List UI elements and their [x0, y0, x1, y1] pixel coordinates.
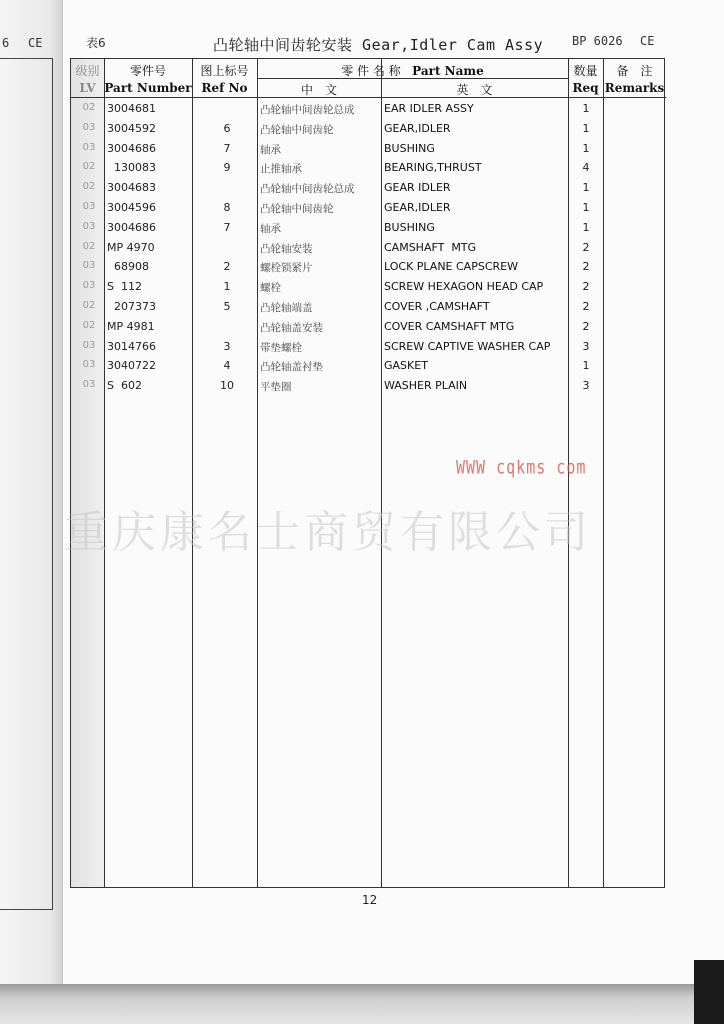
row-quantity: 3	[582, 339, 590, 353]
header-remarks-cn: 备 注	[616, 64, 653, 78]
scanner-bed-edge	[0, 984, 724, 1024]
row-level: 03	[82, 220, 96, 232]
row-name-english: SCREW HEXAGON HEAD CAP	[384, 280, 544, 294]
row-name-english: CAMSHAFT MTG	[384, 240, 477, 254]
header-ref-cn: 图上标号	[200, 64, 249, 78]
row-part-number: MP 4981	[107, 319, 155, 333]
row-level: 02	[82, 102, 96, 113]
row-name-english: WASHER PLAIN	[384, 379, 468, 393]
row-name-english: LOCK PLANE CAPSCREW	[384, 260, 518, 274]
row-quantity: 1	[582, 201, 590, 214]
header-english: 英 文	[456, 83, 493, 97]
facing-page-frame	[0, 58, 53, 910]
row-name-english: GEAR,IDLER	[384, 121, 451, 135]
page-number: 12	[362, 893, 378, 907]
row-name-chinese: 凸轮轴中间齿轮	[260, 203, 334, 215]
row-name-chinese: 凸轮轴安装	[260, 242, 313, 255]
header-lv-en: LV	[79, 81, 96, 95]
row-part-number: 3040722	[107, 359, 156, 373]
row-quantity: 2	[582, 240, 590, 254]
header-ref-en: Ref No	[201, 81, 248, 95]
row-name-chinese: 凸轮轴端盖	[260, 302, 313, 314]
row-quantity: 2	[582, 280, 590, 294]
row-level: 03	[82, 359, 96, 371]
facing-page-ce: CE	[28, 36, 43, 50]
row-quantity: 2	[582, 260, 590, 274]
row-name-chinese: 螺栓锁紧片	[260, 262, 313, 275]
header-part-number-cn: 零件号	[129, 64, 166, 78]
table-row	[71, 119, 666, 139]
table-row	[71, 139, 666, 159]
row-part-number: 3004592	[107, 121, 156, 135]
table-row	[71, 376, 666, 396]
row-ref-no: 2	[223, 260, 231, 274]
row-part-number: 3004686	[107, 141, 156, 155]
row-name-chinese: 凸轮轴盖衬垫	[260, 361, 323, 374]
row-part-number: 3004683	[107, 181, 156, 195]
document-code: BP 6026	[572, 34, 623, 48]
row-name-chinese: 凸轮轴中间齿轮	[260, 123, 334, 136]
row-ref-no: 7	[223, 220, 231, 234]
row-name-chinese: 平垫圈	[260, 381, 292, 394]
header-req-en: Req	[572, 81, 599, 95]
title-chinese: 凸轮轴中间齿轮安装	[213, 36, 353, 54]
row-quantity: 1	[582, 220, 590, 234]
row-part-number: 3004681	[107, 102, 156, 115]
watermark-url: WWW cqkms com	[456, 455, 587, 479]
row-name-chinese: 止推轴承	[260, 163, 302, 176]
facing-page-code: 6	[2, 36, 10, 50]
row-level: 03	[82, 141, 96, 153]
row-part-number: 3004686	[107, 220, 156, 234]
row-name-chinese: 凸轮轴中间齿轮总成	[260, 183, 355, 196]
watermark-company: 重庆康名士商贸有限公司	[64, 507, 592, 558]
row-name-chinese: 轴承	[260, 222, 281, 235]
table-row	[71, 337, 666, 357]
row-name-english: BEARING,THRUST	[384, 161, 482, 175]
row-level: 02	[82, 161, 96, 173]
row-ref-no: 1	[223, 280, 231, 294]
row-name-chinese: 带垫螺栓	[260, 341, 302, 354]
row-level: 03	[82, 201, 96, 212]
row-quantity: 1	[582, 141, 590, 155]
header-part-name-cn: 零 件 名 称	[341, 64, 401, 78]
table-row	[71, 218, 666, 238]
document-ce-mark: CE	[640, 34, 655, 48]
row-part-number: 68908	[107, 260, 149, 274]
row-quantity: 1	[582, 359, 590, 373]
row-name-english: EAR IDLER ASSY	[384, 102, 474, 115]
row-level: 03	[82, 339, 96, 351]
table-row	[71, 238, 666, 258]
row-part-number: S 602	[107, 379, 142, 393]
row-name-chinese: 凸轮轴盖安装	[260, 321, 323, 334]
table-row	[71, 297, 666, 317]
row-level: 02	[82, 240, 96, 252]
row-name-english: COVER CAMSHAFT MTG	[384, 319, 515, 333]
title-english: Gear,Idler Cam Assy	[352, 36, 544, 54]
facing-page-edge	[0, 0, 63, 984]
row-level: 03	[82, 379, 96, 391]
row-quantity: 3	[582, 379, 590, 393]
header-req-cn: 数量	[573, 64, 598, 78]
row-quantity: 1	[582, 102, 590, 115]
row-name-chinese: 凸轮轴中间齿轮总成	[260, 104, 355, 116]
header-remarks-en: Remarks	[604, 81, 665, 95]
header-part-name-en: Part Name	[412, 64, 484, 78]
table-row	[71, 198, 666, 218]
table-row	[71, 317, 666, 337]
row-part-number: 207373	[107, 300, 156, 313]
row-name-english: BUSHING	[384, 220, 435, 234]
table-row	[71, 178, 666, 198]
row-quantity: 2	[582, 300, 590, 313]
row-name-english: COVER ,CAMSHAFT	[384, 300, 490, 313]
row-name-english: GEAR IDLER	[384, 181, 451, 195]
row-name-english: SCREW CAPTIVE WASHER CAP	[384, 339, 551, 353]
scanner-shadow	[694, 960, 724, 1024]
row-level: 03	[82, 121, 96, 133]
table-row	[71, 99, 666, 119]
row-ref-no: 8	[223, 201, 231, 214]
row-part-number: 130083	[107, 161, 156, 175]
row-part-number: 3014766	[107, 339, 156, 353]
table-row	[71, 356, 666, 376]
row-ref-no: 9	[223, 161, 231, 175]
row-quantity: 1	[582, 121, 590, 135]
row-name-english: BUSHING	[384, 141, 435, 155]
row-ref-no: 5	[223, 300, 231, 313]
row-part-number: 3004596	[107, 201, 156, 214]
row-quantity: 1	[582, 181, 590, 195]
row-quantity: 4	[582, 161, 590, 175]
table-number: 表6	[86, 36, 106, 50]
row-level: 02	[82, 300, 96, 311]
header-part-name	[257, 62, 568, 79]
table-row	[71, 257, 666, 277]
table-row	[71, 158, 666, 178]
header-chinese: 中 文	[300, 83, 337, 97]
header-lv-cn: 级别	[75, 64, 100, 78]
row-name-english: GEAR,IDLER	[384, 201, 451, 214]
row-part-number: S 112	[107, 280, 142, 294]
row-ref-no: 3	[223, 339, 231, 353]
row-ref-no: 4	[223, 359, 231, 373]
table-row	[71, 277, 666, 297]
row-ref-no: 6	[223, 121, 231, 135]
row-level: 02	[82, 181, 96, 193]
row-quantity: 2	[582, 319, 590, 333]
row-name-chinese: 螺栓	[260, 282, 281, 295]
row-level: 03	[82, 260, 96, 272]
row-level: 02	[82, 319, 96, 331]
row-ref-no: 10	[220, 379, 234, 393]
page-title	[213, 34, 543, 55]
row-part-number: MP 4970	[107, 240, 155, 254]
row-name-english: GASKET	[384, 359, 428, 373]
row-level: 03	[82, 280, 96, 292]
row-name-chinese: 轴承	[260, 143, 281, 156]
header-part-number-en: Part Number	[104, 81, 192, 95]
row-ref-no: 7	[223, 141, 231, 155]
